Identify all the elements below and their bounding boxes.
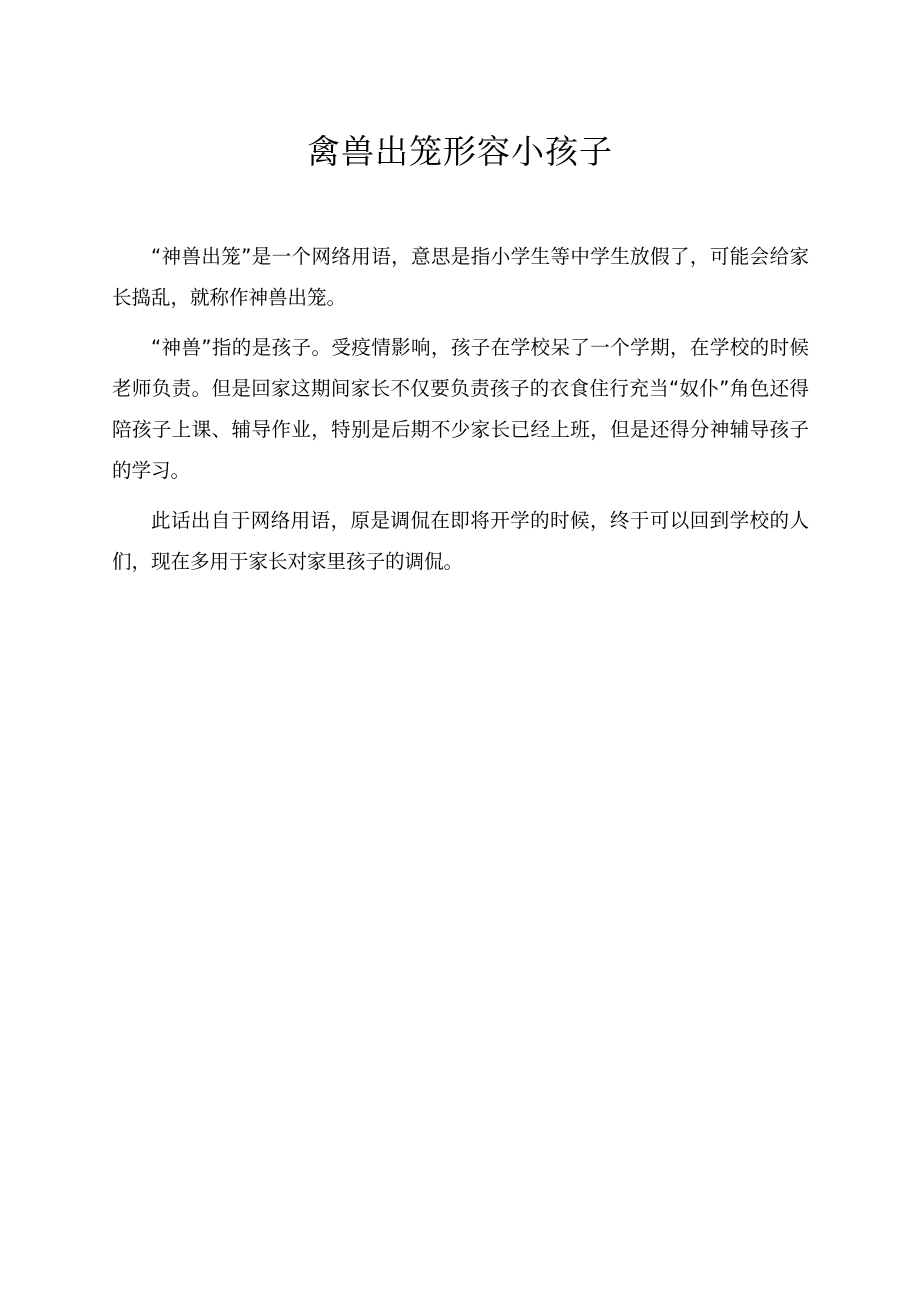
- paragraph-1: “神兽出笼”是一个网络用语，意思是指小学生等中学生放假了，可能会给家长捣乱，就称作神兽出笼。: [112, 245, 809, 309]
- paragraph-2: “神兽”指的是孩子。受疫情影响，孩子在学校呆了一个学期，在学校的时候老师负责。但是回家这期间家长不仅要负责孩子的衣食住行充当“奴仆”角色还得陪孩子上课、辅导作业，特别是后期不少家长已经上班，但是还得分神辅导孩子的学习。: [112, 336, 809, 482]
- document-title: 禽兽出笼形容小孩子: [307, 132, 613, 171]
- paragraph-3: 此话出自于网络用语，原是调侃在即将开学的时候，终于可以回到学校的人们，现在多用于家长对家里孩子的调侃。: [112, 509, 809, 573]
- document-body: [112, 236, 809, 591]
